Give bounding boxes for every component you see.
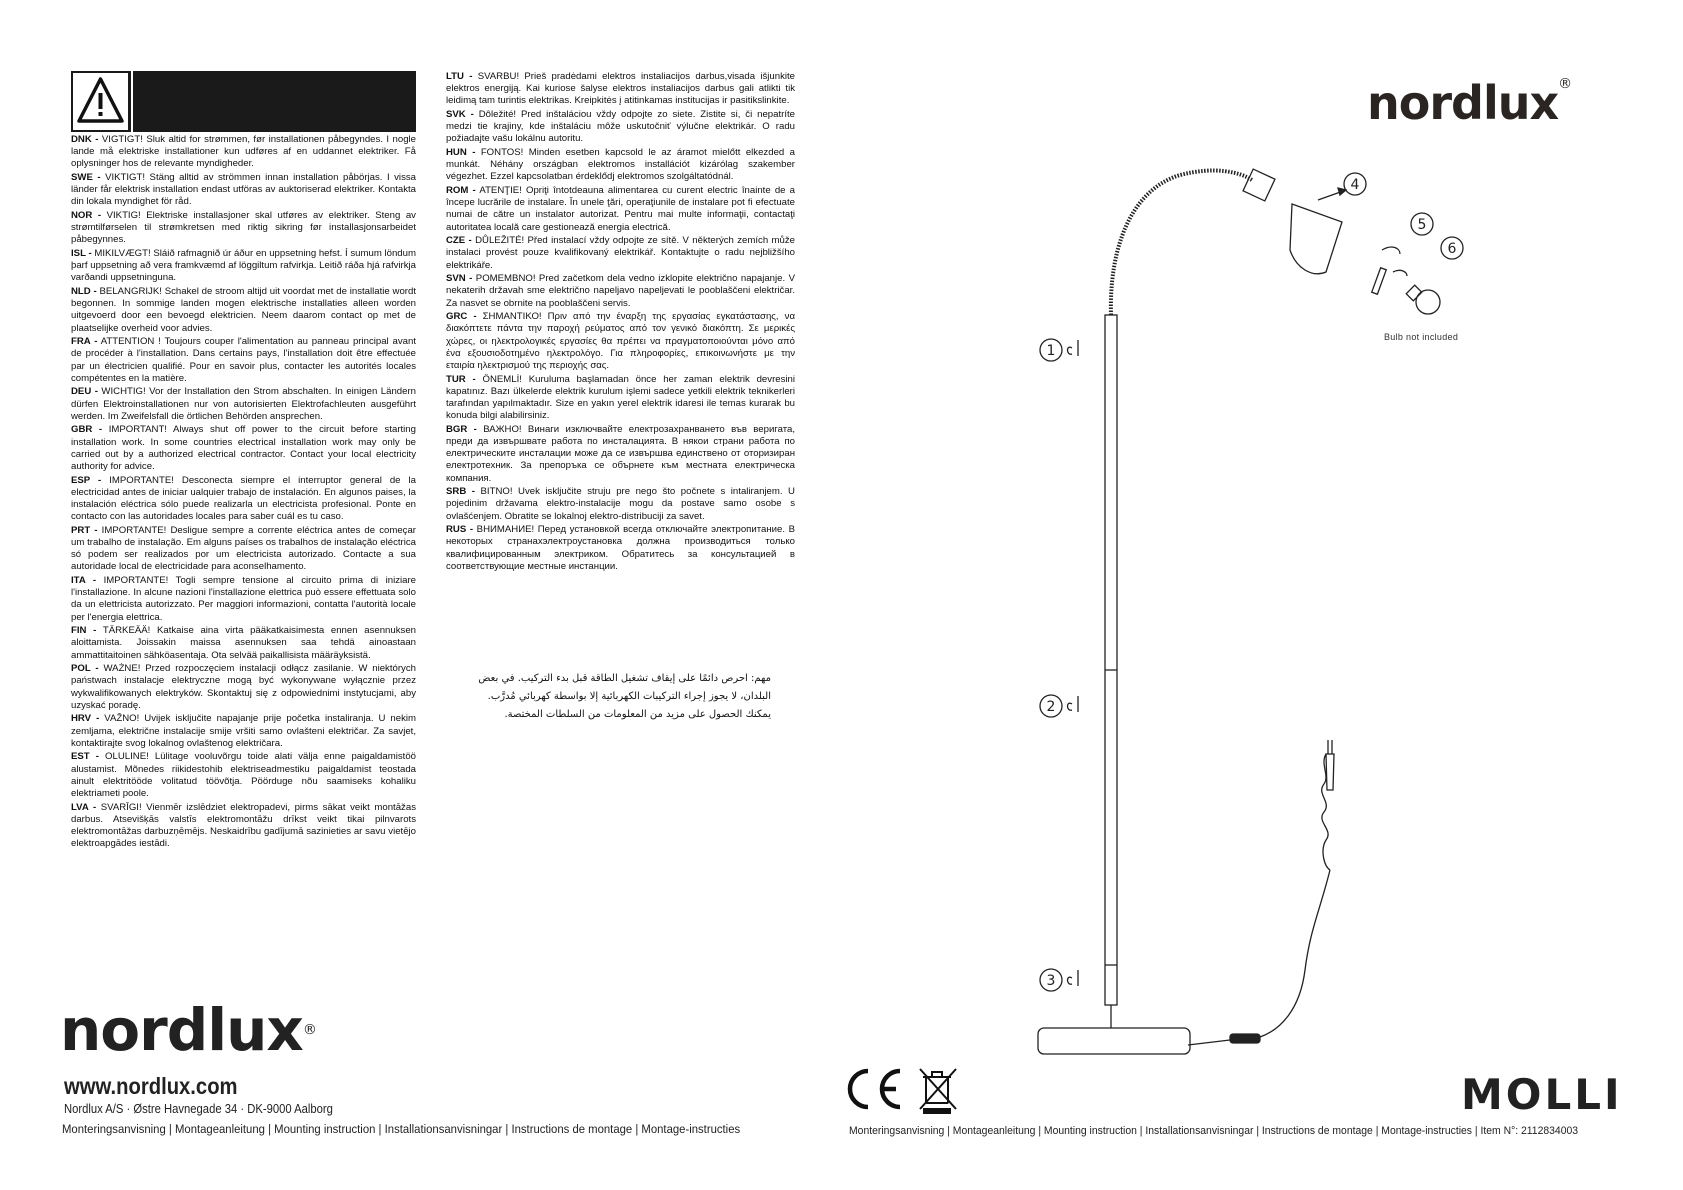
- language-code: ESP -: [71, 474, 102, 486]
- language-code: CZE -: [446, 235, 472, 247]
- warning-text: BELANGRIJK! Schakel de stroom altijd uit voordat met de installatie wordt begonnen. In sommige landen mogen elektrische installaties alleen worden uitgevoerd door een bevoegd elektricien. Neem daarom contact op met de plaatselijke overheid voor advies.: [71, 286, 416, 334]
- warning-paragraph: [71, 575, 416, 624]
- language-code: NLD -: [71, 286, 97, 297]
- language-code: TUR -: [446, 373, 476, 385]
- bracket-part: [1372, 268, 1387, 294]
- language-code: SVK -: [446, 109, 474, 120]
- warning-text: DŮLEŽITÉ! Před instalací vždy odpojte ze sítě. V některých zemích může instalaci provést pouze kvalifikovaný elektrikář. Kontaktujte o radu nejbližšího elektrikáře.: [446, 235, 795, 271]
- language-code: ROM -: [446, 185, 476, 196]
- language-code: FRA -: [71, 336, 98, 348]
- brand-logo-bottom: [60, 996, 316, 1064]
- warning-text: SVARĪGI! Vienmēr izslēdziet elektropadevi, pirms sākat veikt montāžas darbus. Atsevišķās valstīs elektromontāžu drīkst veikt tikai pilnvarots elektromontāžas darbuzņēmējs. Neskaidrību gadījumā sazinieties ar savu vietējo elektroapgādes iestādi.: [71, 801, 416, 850]
- warning-paragraph: [71, 475, 416, 524]
- language-code: POL -: [71, 663, 99, 675]
- warning-paragraph: [446, 109, 795, 146]
- callout-1: 1: [1046, 343, 1056, 359]
- warning-text: BITNO! Uvek isključite struju pre nego što počnete s intaliranjem. U pojedinim državama elektro-instalacije mogu da postave samo osobe s ovlašćenjem. Obratite se lokalnoj elektro-distribuciji za savet.: [446, 486, 795, 522]
- warning-text: ÖNEMLİ! Kuruluma başlamadan önce her zaman elektrik devresini kapatınız. Bazı ülkelerde elektrik kurulum işlemi sadece yetkili elektrik teknikerleri tarafından yapılmaktadır. Size en yakın yerel elektrik idaresi ile temas kurarak bu konuda bilgi alabilirsiniz.: [446, 373, 795, 422]
- language-code: BGR -: [446, 423, 477, 435]
- warning-paragraph: [71, 525, 416, 574]
- language-code: GBR -: [71, 424, 103, 436]
- warning-text: FONTOS! Minden esetben kapcsold le az áramot mielőtt elkezded a munkát. Néhány országban elektromos installációt kizárólag szakember végezhet. Ezzel kapcsolatban érdeklődj elektromos szolgáltatódnál.: [446, 147, 795, 183]
- warning-paragraph: [71, 386, 416, 423]
- warning-paragraph: [71, 802, 416, 851]
- language-code: PRT -: [71, 524, 98, 536]
- arabic-line-3: يمكنك الحصول على مزيد من المعلومات من السلطات المختصة.: [504, 709, 771, 720]
- language-code: GRC -: [446, 311, 477, 323]
- warning-text: IMPORTANTE! Togli sempre tensione al circuito prima di iniziare l'installazione. In alcune nazioni l'installazione elettrica può essere effettuata solo da un elettricista autorizzato. Per maggiori informazioni, contatta l'autorità locale per l'energia elettrica.: [71, 575, 416, 623]
- language-code: NOR -: [71, 210, 102, 221]
- warning-text: TÄRKEÄÄ! Katkaise aina virta pääkatkaisimesta ennen asennuksen aloittamista. Joissakin maissa asennuksen saa tehdä ainoastaan ammattitaitoinen sähköasentaja. Ota selvää paikallisista määräyksistä.: [71, 625, 416, 661]
- callout-5: 5: [1417, 217, 1427, 233]
- warnings-column-2: [446, 71, 795, 574]
- warning-paragraph: [446, 71, 795, 108]
- arabic-line-2: البلدان، لا يجوز إجراء التركيبات الكهربائية إلا بواسطة كهربائي مُدرَّب.: [487, 691, 771, 702]
- warning-text: ΣΗΜΑΝΤΙΚΟ! Πριν από την έναρξη της εργασίας εγκατάστασης, να διακόπτετε πάντα την παροχή ρεύματος από τον γενικό διακόπτη. Σε μερικές χώρες, οι ηλεκτρολογικές εργασίες θα πρέπει να πραγματοποιούνται μόνο από ένα εξουσιοδοτημένο ηλεκτρολόγο. Για πληροφορίες, επικοινωνήστε με την εταιρία ηλεκτρισμού της περιοχής σας.: [446, 311, 795, 372]
- warning-paragraph: [446, 273, 795, 310]
- warning-text: WICHTIG! Vor der Installation den Strom abschalten. In einigen Ländern dürfen Elektroinstallationen nur von autorisierten Elektrofachleuten ausgeführt werden. Im Zweifelsfall die örtlichen Behörden ansprechen.: [71, 386, 416, 422]
- bulb-not-included-note: Bulb not included: [1384, 332, 1459, 342]
- language-code: RUS -: [446, 524, 474, 536]
- arabic-warning: [446, 670, 771, 724]
- lamp-drawing: [1030, 150, 1457, 1080]
- warning-text: ВАЖНО! Винаги изключвайте електрозахранването във веригата, преди да извършвате работа по инсталацията. В някои страни работа по електрическите инсталации може да се извършва единствено от оторизиран електротехник. За препоръка се обърнете към местната електрическа компания.: [446, 423, 795, 484]
- warning-text: IMPORTANTE! Desconecta siempre el interruptor general de la electricidad antes de iniciar ualquier trabajo de instalación. En algunos paises, la instalación eléctrica sólo puede realizarla un electricista profesional. Ponte en contacto con las autoridades locales para saber cuál es tu caso.: [71, 474, 416, 523]
- warning-banner: [71, 71, 416, 132]
- callout-3: 3: [1046, 973, 1056, 989]
- warning-paragraph: [71, 286, 416, 335]
- warning-paragraph: [446, 147, 795, 184]
- ring-part-5: [1382, 247, 1400, 254]
- warning-text: VIKTIGT! Stäng alltid av strömmen innan installation påbörjas. I vissa länder får elektrisk installation endast utföras av auktoriserad elektriker. Kontakta din lokala myndighet för råd.: [71, 172, 416, 208]
- arabic-line-1: مهم: احرص دائمًا على إيقاف تشغيل الطاقة قبل بدء التركيب. في بعض: [478, 673, 771, 684]
- certification-marks: [846, 1065, 966, 1120]
- rotate-arrow-2: [1068, 696, 1079, 712]
- warning-paragraph: [71, 210, 416, 247]
- language-code: SVN -: [446, 273, 473, 285]
- lamp-pole: [1105, 315, 1117, 1005]
- warning-text: POMEMBNO! Pred začetkom dela vedno izklopite električno napajanje. V nekaterih državah sme električno napeljavo napeljevati le pooblaščeni električar. Za nasvet se obrnite na pooblaščeni servis.: [446, 273, 795, 309]
- language-code: SRB -: [446, 486, 475, 498]
- language-code: ISL -: [71, 248, 92, 259]
- website-link[interactable]: www.nordlux.com: [64, 1073, 238, 1099]
- warning-paragraph: [71, 424, 416, 473]
- warning-text: ВНИМАНИЕ! Перед установкой всегда отключайте электропитание. В некоторых странахэлектроустановка должна производиться только квалифицированным электриком. Обратитесь за консультацией в соответствующие местные инстанции.: [446, 524, 795, 572]
- callout-6: 6: [1447, 241, 1457, 257]
- warning-text: SVARBU! Prieš pradėdami elektros instaliacijos darbus,visada išjunkite elektros energiją. Kai kuriose šalyse elektros instaliacijos darbus gali atlikti tik leidimą tam turintis elektrikas. Kreipkitės į atitinkamas institucijas ir pasitikslinkite.: [446, 71, 796, 107]
- brand-logo-top: [1367, 76, 1571, 130]
- callout-2: 2: [1046, 699, 1056, 715]
- warning-paragraph: [71, 625, 416, 662]
- banner-divider: [131, 71, 133, 132]
- language-code: HUN -: [446, 147, 476, 158]
- warning-paragraph: [446, 374, 795, 423]
- product-name: MOLLI: [1461, 1070, 1623, 1119]
- warning-text: VAŽNO! Uvijek isključite napajanje prije početka instaliranja. U nekim zemljama, električne instalacije smije vršiti samo ovlašteni električar. Za savjet, kontaktirajte svog lokalnog ovlaštenog električara.: [71, 713, 416, 749]
- language-code: LTU -: [446, 71, 473, 82]
- warning-text: IMPORTANTE! Desligue sempre a corrente eléctrica antes de começar um trabalho de instalação. Em alguns países os trabalhos de instalação eléctrica só podem ser realizados por um electricista autorizado. Contacte a sua autoridade local de electricidade para aconselhamento.: [71, 524, 416, 573]
- warning-text: Dôležité! Pred inštaláciou vždy odpojte zo siete. Zistite si, či nepatríte medzi tie krajiny, kde inštaláciu môže uskutočniť výlučne elektrikár. O radu požiadajte vašu lokálnu autoritu.: [446, 109, 796, 145]
- registered-mark: ®: [302, 1022, 316, 1038]
- language-code: SWE -: [71, 172, 101, 183]
- weee-bin-icon: [920, 1069, 956, 1113]
- rotate-arrow-3: [1068, 970, 1079, 986]
- warning-paragraph: [71, 663, 416, 712]
- language-code: DEU -: [71, 386, 98, 398]
- warning-paragraph: [71, 751, 416, 800]
- warning-paragraph: [446, 524, 795, 573]
- brand-logo-text: nordlux: [60, 996, 303, 1064]
- warning-paragraph: [71, 248, 416, 285]
- lamp-shade: [1290, 204, 1342, 274]
- callout-4: 4: [1350, 177, 1360, 193]
- company-address: Nordlux A/S · Østre Havnegade 34 · DK-9000 Aalborg: [64, 1102, 333, 1116]
- language-code: ITA -: [71, 575, 97, 587]
- warning-text: ATENŢIE! Opriţi întotdeauna alimentarea cu curent electric înainte de a începe lucrările de instalare. În unele ţări, operaţiunile de instalare pot fi efectuate numai de către un instalator autorizat. Pentru mai multe informaţii, contactaţi autoritatea locală care gestionează energia electrică.: [446, 185, 795, 233]
- gooseneck-arm: [1111, 171, 1252, 315]
- language-code: HRV -: [71, 713, 100, 725]
- warning-paragraph: [446, 424, 795, 485]
- registered-mark-top: ®: [1558, 76, 1572, 92]
- warning-paragraph: [71, 713, 416, 750]
- lamp-base: [1038, 1028, 1190, 1054]
- warning-paragraph: [446, 185, 795, 234]
- rotate-arrow-1: [1068, 340, 1079, 356]
- ce-mark-c: [850, 1071, 868, 1107]
- warning-paragraph: [446, 486, 795, 523]
- warnings-column-1: [71, 134, 416, 852]
- lamp-illustration: [1030, 150, 1457, 1085]
- warning-text: VIGTIGT! Sluk altid for strømmen, før installationen påbegyndes. I nogle lande må elektriske installationer kun udføres af en uddannet elektriker. Få oplysninger hos de relevante myndigheder.: [71, 134, 417, 170]
- brand-logo-top-text: nordlux: [1367, 76, 1559, 130]
- warning-paragraph: [446, 235, 795, 272]
- footer-left: Monteringsanvisning | Montageanleitung | Mounting instruction | Installationsanvisningar | Instructions de montage | Montage-instructies: [62, 1122, 741, 1136]
- warning-text: WAŻNE! Przed rozpoczęciem instalacji odłącz zasilanie. W niektórych państwach instalacje elektryczne mogą być wykonywane wyłącznie przez wykwalifikowanych elektryków. Skontaktuj się z odpowiednimi instytucjami, aby uzyskać poradę.: [71, 663, 416, 711]
- ring-part-6: [1393, 270, 1407, 276]
- power-cable: [1188, 870, 1330, 1045]
- lamp-head-connector: [1243, 169, 1275, 201]
- language-code: EST -: [71, 751, 99, 763]
- language-code: LVA -: [71, 801, 97, 813]
- warning-text: OLULINE! Lülitage vooluvõrgu toide alati välja enne paigaldamistöö alustamist. Mõnedes riikidestohib elektriseadmestiku paigaldamist teostada ainult elektritööde volitatud töövõtja. Pöörduge nõu saamiseks kohaliku elektriameti poole.: [71, 751, 416, 800]
- warning-paragraph: [71, 336, 416, 385]
- warning-text: IMPORTANT! Always shut off power to the circuit before starting installation work. In some countries electrical installation work may only be carried out by a authorized electrical contractor. Contact your local electricity authority for advice.: [71, 424, 416, 473]
- warning-text: MIKILVÆGT! Sláið rafmagnið úr áður en uppsetning hefst. Í sumum löndum þarf uppsetning að vera framkvæmd af löggiltum rafvirkja. Leitið ráða hjá rafvirkja varðandi uppsetninguna.: [71, 248, 416, 284]
- warning-paragraph: [71, 172, 416, 209]
- ce-mark-e: [880, 1071, 900, 1107]
- language-code: FIN -: [71, 625, 97, 637]
- foot-switch: [1230, 1034, 1260, 1043]
- warning-text: VIKTIG! Elektriske installasjoner skal utføres av elektriker. Steng av strømtilførselen til strømkretsen med riktig sikring før installasjonsarbeidet påbegynnes.: [71, 210, 416, 246]
- language-code: DNK -: [71, 134, 99, 145]
- plug-body: [1326, 754, 1334, 790]
- warning-paragraph: [71, 134, 416, 171]
- footer-right: Monteringsanvisning | Montageanleitung | Mounting instruction | Installationsanvisningar | Instructions de montage | Montage-instructies | Item N°: 2112834003: [849, 1125, 1579, 1137]
- warning-paragraph: [446, 311, 795, 372]
- warning-text: ATTENTION ! Toujours couper l'alimentation au panneau principal avant de procéder à l'installation. Dans certains pays, l'installation doit être effectuée par un électricien qualifié. Pour en savoir plus, contacter les autorités locales compétentes en la matière.: [71, 336, 416, 384]
- warning-triangle-icon: [73, 73, 128, 130]
